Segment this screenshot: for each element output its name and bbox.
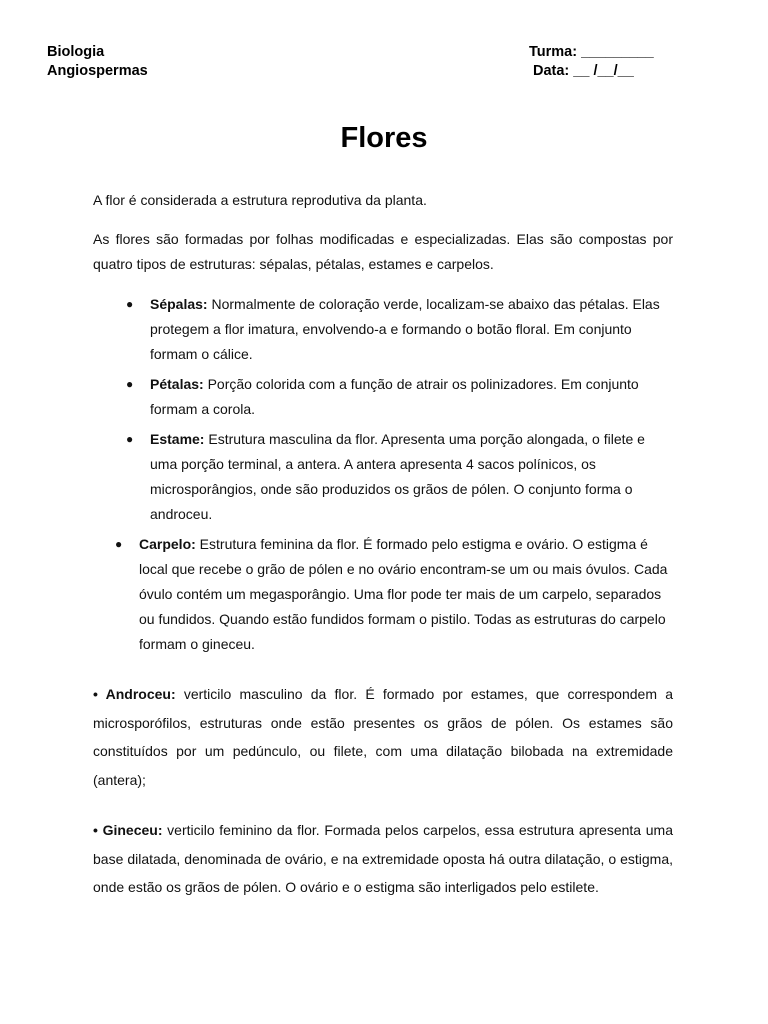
bullet-icon: ● [115, 537, 123, 551]
gineceu-paragraph [93, 816, 673, 902]
list-item-petalas [126, 372, 673, 422]
turma-field: Turma: _________ [529, 44, 654, 60]
list-item-estame [126, 427, 673, 527]
term-androceu: • Androceu: [93, 686, 176, 702]
structures-list [93, 292, 673, 527]
list-item-carpelo [115, 532, 673, 657]
intro-paragraph-1: A flor é considerada a estrutura reprodutiva da planta. [93, 192, 427, 208]
list-item-sepalas [126, 292, 673, 367]
desc-petalas: Porção colorida com a função de atrair os polinizadores. Em conjunto formam a corola. [150, 376, 639, 417]
term-carpelo: Carpelo: [139, 536, 196, 552]
subject-label: Biologia [47, 44, 105, 60]
desc-estame: Estrutura masculina da flor. Apresenta uma porção alongada, o filete e uma porção terminal, a antera. A antera apresenta 4 sacos polínicos, os microsporângios, onde são produzidos os grãos de pólen. O conjunto forma o androceu. [150, 431, 645, 522]
desc-gineceu: verticilo feminino da flor. Formada pelos carpelos, essa estrutura apresenta uma base dilatada, denominada de ovário, e na extremidade oposta há outra dilatação, o estigma, onde estão os grãos de pólen. O ovário e o estigma são interligados pelo estilete. [93, 822, 673, 895]
topic-label: Angiospermas [47, 63, 148, 79]
desc-sepalas: Normalmente de coloração verde, localizam-se abaixo das pétalas. Elas protegem a flor imatura, envolvendo-a e formando o botão floral. Em conjunto formam o cálice. [150, 296, 660, 362]
header-left [47, 43, 148, 81]
term-sepalas: Sépalas: [150, 296, 208, 312]
term-gineceu: • Gineceu: [93, 822, 163, 838]
desc-androceu: verticilo masculino da flor. É formado por estames, que correspondem a microsporófilos, estruturas onde estão presentes os grãos de pólen. Os estames são constituídos por um pedúnculo, ou filete, com uma dilatação bilobada na extremidade (antera); [93, 686, 673, 788]
bullet-icon: ● [126, 432, 134, 446]
page-title: Flores [340, 122, 428, 154]
date-field: Data: __ /__/__ [533, 63, 634, 79]
document-body [93, 190, 673, 902]
term-estame: Estame: [150, 431, 205, 447]
intro-paragraph-2: As flores são formadas por folhas modificadas e especializadas. Elas são compostas por quatro tipos de estruturas: sépalas, pétalas, estames e carpelos. [93, 231, 673, 272]
desc-carpelo: Estrutura feminina da flor. É formado pelo estigma e ovário. O estigma é local que recebe o grão de pólen e no ovário encontram-se um ou mais óvulos. Cada óvulo contém um megasporângio. Uma flor pode ter mais de um carpelo, separados ou fundidos. Quando estão fundidos formam o pistilo. Todas as estruturas do carpelo formam o gineceu. [139, 536, 668, 652]
term-petalas: Pétalas: [150, 376, 204, 392]
structures-list-outer [93, 532, 673, 657]
androceu-paragraph [93, 680, 673, 794]
header-right [529, 43, 654, 81]
bullet-icon: ● [126, 297, 134, 311]
bullet-icon: ● [126, 377, 134, 391]
